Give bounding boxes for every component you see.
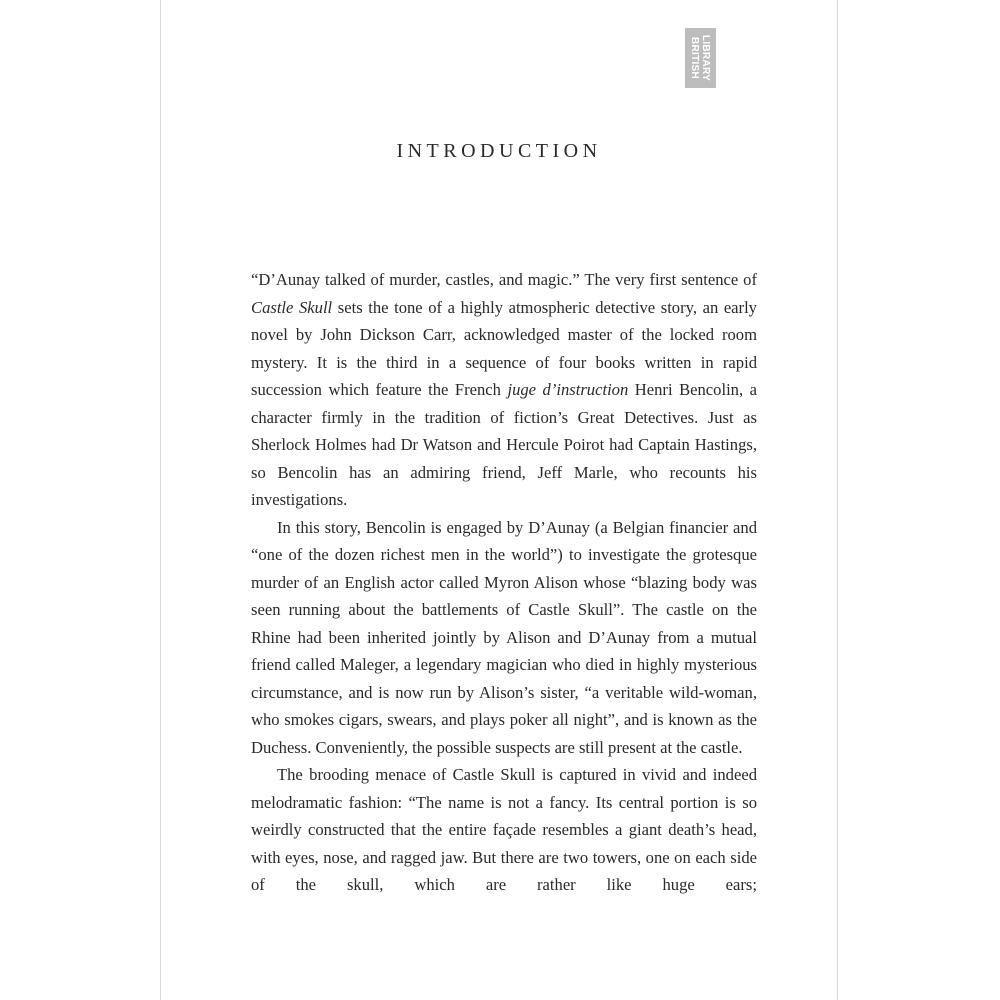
- paragraph-1-part-e: Henri Bencolin, a character firmly in the tradition of fiction’s Great Detectives. Just as Sherlock Holmes had Dr Watson and Hercule Poirot had Captain Hastings, so Bencolin has an admiring friend, Jeff Marle, who recounts his investigations.: [251, 380, 758, 509]
- paragraph-2: In this story, Bencolin is engaged by D’Aunay (a Belgian financier and “one of the dozen richest men in the world”) to investigate the grotesque murder of an English actor called Myron Alison whose “blazing body was seen running about the battlements of Castle Skull”. The castle on the Rhine had been inherited jointly by Alison and D’Aunay from a mutual friend called Maleger, a legendary magician who died in highly mysterious circumstance, and is now run by Alison’s sister, “a veritable wild-woman, who smokes cigars, swears, and plays poker all night”, and is known as the Duchess. Conveniently, the possible suspects are still present at the castle.: [251, 517, 757, 757]
- body-text: [251, 266, 757, 899]
- chapter-title: INTRODUCTION: [396, 140, 602, 162]
- logo-line-british: BRITISH: [689, 36, 701, 80]
- paragraph-1-part-c: sets the tone of a highly atmospheric detective story, an early novel by John Dickson Carr, acknowledged master of the locked room mystery. It is the third in a sequence of four books written in rapid succession which feature the French: [251, 297, 757, 399]
- paragraph-1-part-a: “D’Aunay talked of murder, castles, and magic.” The very first sentence of: [251, 270, 757, 289]
- paragraph-1: [251, 266, 757, 514]
- term-juge-d-instruction: juge d’instruction: [507, 380, 629, 399]
- british-library-logo-text: [690, 35, 712, 81]
- british-library-logo: [685, 28, 716, 88]
- paragraph-3: The brooding menace of Castle Skull is captured in vivid and indeed melodramatic fashion: “The name is not a fancy. Its central portion is so weirdly constructed that the entire façade resembles a giant death’s head, with eyes, nose, and ragged jaw. But there are two towers, one on each side of the skull, which are rather like huge ears;: [251, 765, 757, 894]
- logo-line-library: LIBRARY: [700, 34, 712, 82]
- book-title-castle-skull: Castle Skull: [251, 297, 333, 317]
